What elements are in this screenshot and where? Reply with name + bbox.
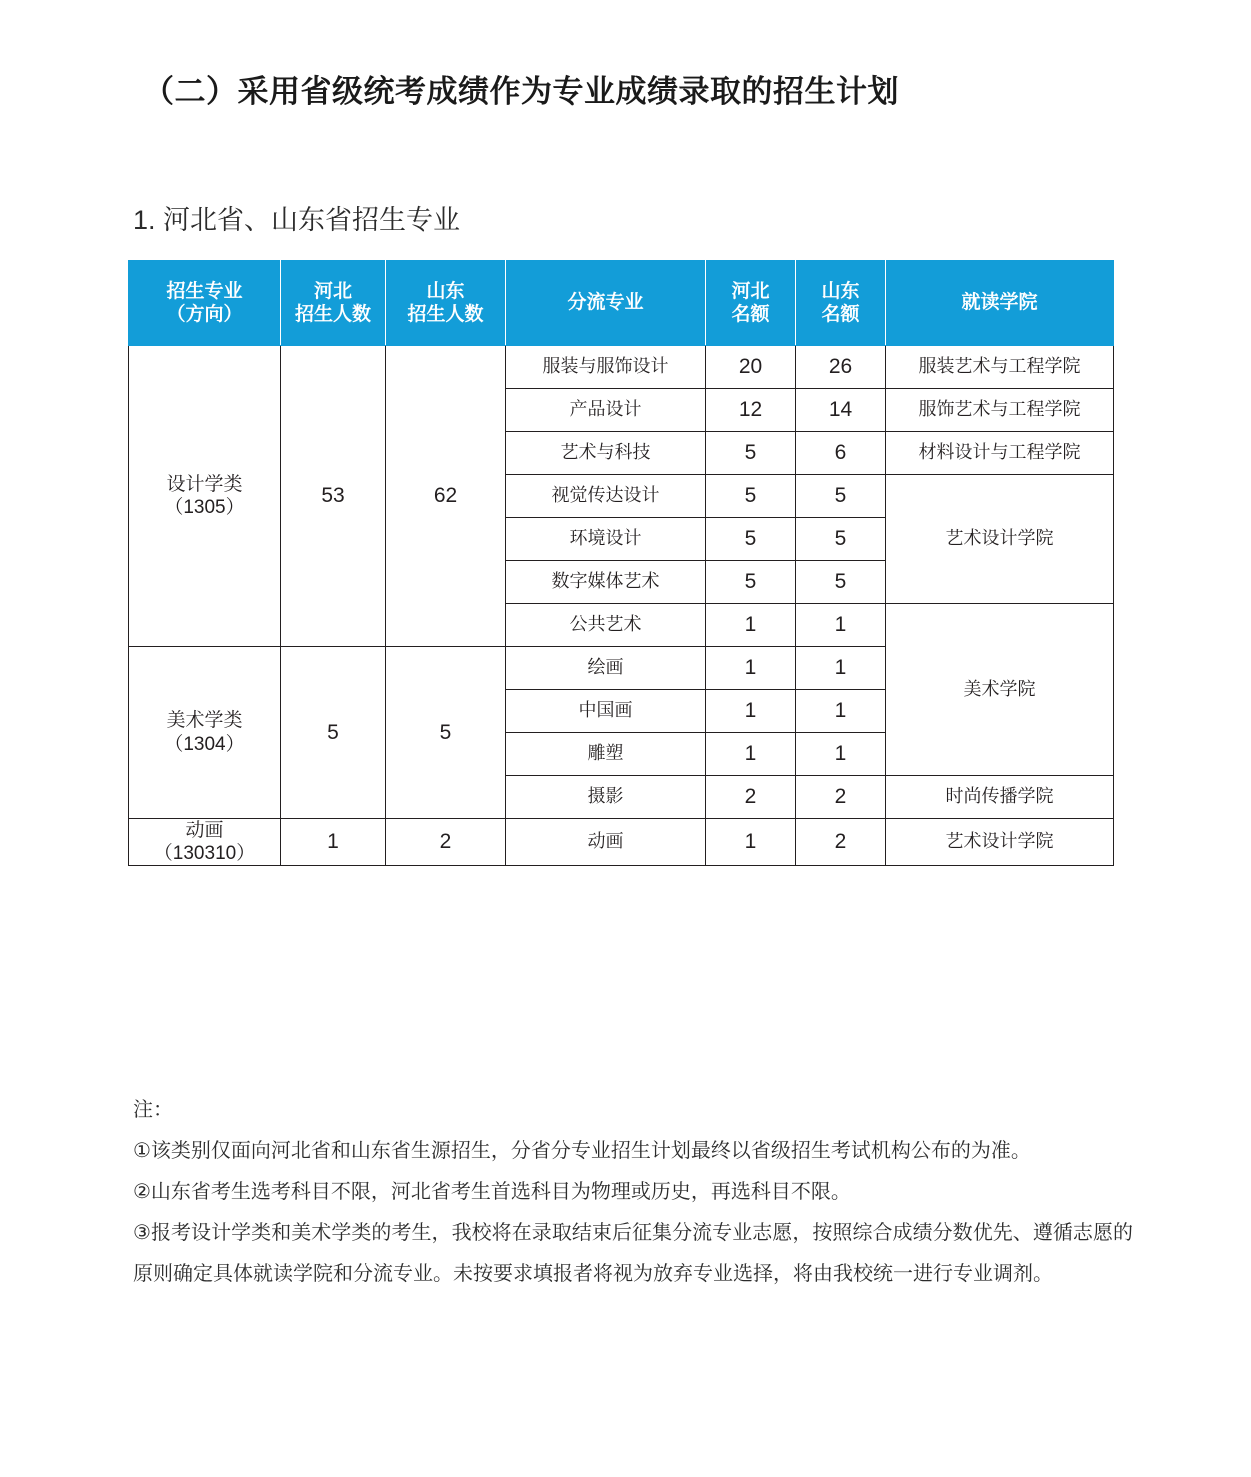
column-header-shandong-quota-line2: 名额 xyxy=(821,304,860,325)
column-header-hebei-quota xyxy=(706,261,796,346)
note-item: ②山东省考生选考科目不限，河北省考生首选科目为物理或历史，再选科目不限。 xyxy=(133,1181,851,1203)
cell-shandong-enroll: 2 xyxy=(386,819,506,866)
column-header-hebei-enroll xyxy=(281,261,386,346)
column-header-shandong-enroll-line2: 招生人数 xyxy=(407,304,484,325)
cell-college: 材料设计与工程学院 xyxy=(886,432,1114,475)
cell-major-group xyxy=(129,819,281,866)
column-header-sub-major-line1: 分流专业 xyxy=(567,292,644,314)
column-header-shandong-enroll-line1: 山东 xyxy=(426,280,465,302)
column-header-hebei-quota-line2: 名额 xyxy=(731,304,770,325)
cell-shandong-quota: 1 xyxy=(796,647,886,690)
cell-shandong-quota: 14 xyxy=(796,389,886,432)
cell-hebei-quota: 1 xyxy=(706,733,796,776)
page-title: （二）采用省级统考成绩作为专业成绩录取的招生计划 xyxy=(143,73,899,109)
section-title: 1. 河北省、山东省招生专业 xyxy=(133,205,461,236)
cell-college: 服装艺术与工程学院 xyxy=(886,346,1114,389)
cell-sub-major: 雕塑 xyxy=(506,733,706,776)
cell-hebei-quota: 5 xyxy=(706,561,796,604)
major-group-name: 美术学类 xyxy=(166,710,243,732)
cell-major-group xyxy=(129,346,281,647)
cell-shandong-quota: 2 xyxy=(796,819,886,866)
cell-sub-major: 产品设计 xyxy=(506,389,706,432)
cell-shandong-quota: 2 xyxy=(796,776,886,819)
column-header-shandong-quota-line1: 山东 xyxy=(821,280,860,302)
major-group-code: （1304） xyxy=(164,733,245,755)
notes-label: 注： xyxy=(133,1099,173,1121)
column-header-hebei-quota-line1: 河北 xyxy=(731,280,770,302)
cell-shandong-quota: 5 xyxy=(796,561,886,604)
cell-shandong-quota: 5 xyxy=(796,518,886,561)
cell-college: 时尚传播学院 xyxy=(886,776,1114,819)
cell-hebei-quota: 12 xyxy=(706,389,796,432)
note-item: ③报考设计学类和美术学类的考生，我校将在录取结束后征集分流专业志愿，按照综合成绩分数优先、遵循志愿的原则确定具体就读学院和分流专业。未按要求填报者将视为放弃专业选择，将由我校统一进行专业调剂。 xyxy=(133,1222,1133,1285)
column-header-college-line1: 就读学院 xyxy=(961,292,1038,314)
admission-plan-table xyxy=(128,260,1114,866)
cell-shandong-quota: 1 xyxy=(796,604,886,647)
cell-college: 艺术设计学院 xyxy=(886,819,1114,866)
column-header-hebei-enroll-line2: 招生人数 xyxy=(294,304,371,325)
major-group-code: （1305） xyxy=(164,497,245,518)
cell-sub-major: 艺术与科技 xyxy=(506,432,706,475)
cell-hebei-enroll: 53 xyxy=(281,346,386,647)
cell-hebei-quota: 1 xyxy=(706,819,796,866)
column-header-college xyxy=(886,261,1114,346)
cell-hebei-quota: 1 xyxy=(706,604,796,647)
major-group-name: 设计学类 xyxy=(166,473,243,495)
cell-hebei-enroll: 1 xyxy=(281,819,386,866)
cell-hebei-quota: 2 xyxy=(706,776,796,819)
cell-shandong-quota: 1 xyxy=(796,733,886,776)
cell-major-group xyxy=(129,647,281,819)
cell-college: 美术学院 xyxy=(886,604,1114,776)
cell-hebei-enroll: 5 xyxy=(281,647,386,819)
cell-shandong-quota: 5 xyxy=(796,475,886,518)
table-header-row xyxy=(129,261,1114,346)
table-body xyxy=(129,346,1114,866)
cell-hebei-quota: 20 xyxy=(706,346,796,389)
cell-sub-major: 动画 xyxy=(506,819,706,866)
notes-section xyxy=(133,1090,1133,1295)
cell-sub-major: 视觉传达设计 xyxy=(506,475,706,518)
major-group-code: （130310） xyxy=(153,843,256,865)
column-header-major-line2: （方向） xyxy=(166,304,243,325)
column-header-shandong-quota xyxy=(796,261,886,346)
cell-sub-major: 环境设计 xyxy=(506,518,706,561)
column-header-major-line1: 招生专业 xyxy=(166,280,243,302)
cell-sub-major: 数字媒体艺术 xyxy=(506,561,706,604)
cell-hebei-quota: 5 xyxy=(706,475,796,518)
cell-sub-major: 摄影 xyxy=(506,776,706,819)
column-header-sub-major xyxy=(506,261,706,346)
cell-sub-major: 中国画 xyxy=(506,690,706,733)
note-item: ①该类别仅面向河北省和山东省生源招生，分省分专业招生计划最终以省级招生考试机构公布的为准。 xyxy=(133,1140,1031,1162)
cell-sub-major: 公共艺术 xyxy=(506,604,706,647)
table-row xyxy=(129,819,1114,866)
cell-hebei-quota: 5 xyxy=(706,432,796,475)
cell-hebei-quota: 5 xyxy=(706,518,796,561)
major-group-name: 动画 xyxy=(185,820,224,841)
column-header-major xyxy=(129,261,281,346)
table-row xyxy=(129,346,1114,389)
cell-hebei-quota: 1 xyxy=(706,690,796,733)
column-header-hebei-enroll-line1: 河北 xyxy=(313,280,352,302)
notes-list xyxy=(133,1131,1133,1295)
cell-sub-major: 绘画 xyxy=(506,647,706,690)
cell-shandong-enroll: 5 xyxy=(386,647,506,819)
cell-sub-major: 服装与服饰设计 xyxy=(506,346,706,389)
cell-shandong-quota: 26 xyxy=(796,346,886,389)
cell-hebei-quota: 1 xyxy=(706,647,796,690)
cell-shandong-quota: 1 xyxy=(796,690,886,733)
cell-college: 艺术设计学院 xyxy=(886,475,1114,604)
cell-shandong-quota: 6 xyxy=(796,432,886,475)
cell-college: 服饰艺术与工程学院 xyxy=(886,389,1114,432)
cell-shandong-enroll: 62 xyxy=(386,346,506,647)
table-header xyxy=(129,261,1114,346)
column-header-shandong-enroll xyxy=(386,261,506,346)
